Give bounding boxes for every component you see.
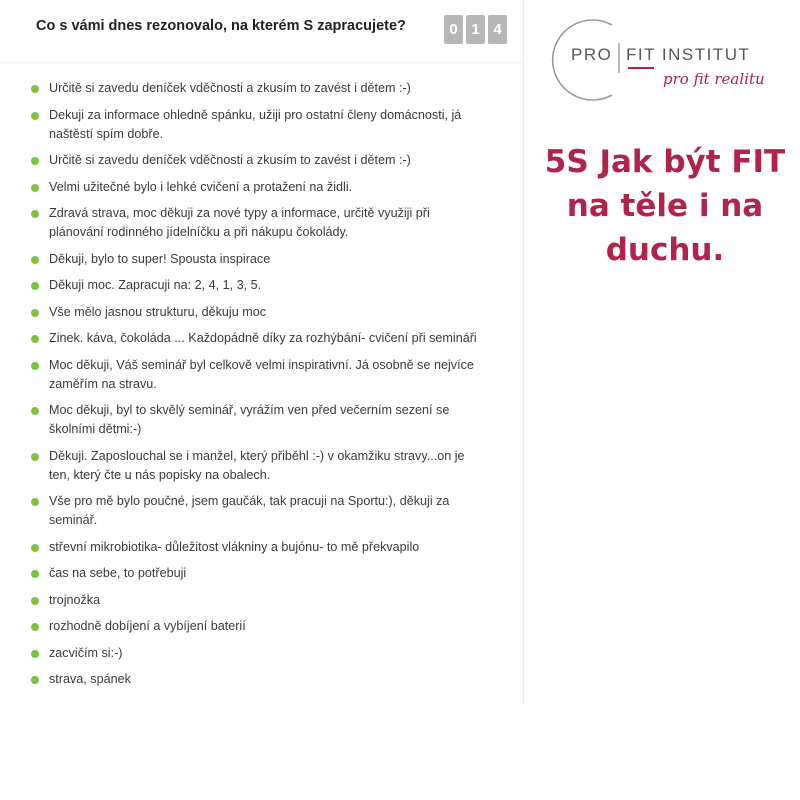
answer-text: Zinek. káva, čokoláda ... Každopádně díky za rozhýbání- cvičení při semináři bbox=[49, 331, 477, 345]
answer-item bbox=[30, 644, 485, 663]
bullet-icon bbox=[31, 157, 39, 165]
answer-item bbox=[30, 447, 485, 485]
answer-item bbox=[30, 276, 485, 295]
bullet-icon bbox=[31, 570, 39, 578]
answer-text: čas na sebe, to potřebuji bbox=[49, 566, 187, 580]
bullet-icon bbox=[31, 407, 39, 415]
logo-fit-institut-text: FIT INSTITUT bbox=[626, 45, 751, 64]
bullet-icon bbox=[31, 544, 39, 552]
seminar-headline: 5S Jak být FIT na těle i na duchu. bbox=[544, 144, 786, 268]
answer-text: Vše mělo jasnou strukturu, děkuju moc bbox=[49, 304, 266, 319]
bullet-icon bbox=[31, 309, 39, 317]
answer-item bbox=[30, 250, 485, 269]
answer-item bbox=[30, 591, 485, 610]
pro-fit-institut-logo bbox=[548, 15, 768, 105]
answer-text: Děkuji. Zaposlouchal se i manžel, který přiběhl :-) v okamžiku stravy...on je ten, který čte u nás popisky na obalech. bbox=[49, 448, 465, 482]
bullet-icon bbox=[31, 597, 39, 605]
counter-digit: 0 bbox=[444, 15, 463, 44]
answer-text: trojnožka bbox=[49, 592, 101, 607]
bullet-icon bbox=[31, 85, 39, 93]
question-header bbox=[0, 0, 523, 63]
answer-item bbox=[30, 538, 485, 557]
answer-item bbox=[30, 178, 485, 197]
counter-digit: 1 bbox=[466, 15, 485, 44]
bullet-icon bbox=[31, 676, 39, 684]
response-counter bbox=[444, 15, 507, 44]
answer-item bbox=[30, 356, 485, 394]
answer-item bbox=[30, 79, 485, 98]
bullet-icon bbox=[31, 453, 39, 461]
answer-item bbox=[30, 564, 485, 583]
answer-item bbox=[30, 492, 485, 530]
answer-item bbox=[30, 204, 485, 242]
question-title: Co s vámi dnes rezonovalo, na kterém S zapracujete? bbox=[36, 18, 406, 34]
answer-text: Děkuji moc. Zapracuji na: 2, 4, 1, 3, 5. bbox=[49, 278, 262, 292]
answer-list bbox=[30, 79, 485, 697]
answer-text: Určitě si zavedu deníček vděčnosti a zkusím to zavést i dětem :-) bbox=[49, 153, 411, 167]
bullet-icon bbox=[31, 335, 39, 343]
answer-text: Moc děkuji, Váš seminář byl celkově velmi inspirativní. Já osobně se nejvíce zaměřím na stravu. bbox=[49, 357, 474, 391]
answer-text: zacvičím si:-) bbox=[49, 645, 123, 660]
answer-item bbox=[30, 401, 485, 439]
answer-text: Velmi užitečné bylo i lehké cvičení a protažení na židli. bbox=[49, 179, 353, 194]
bullet-icon bbox=[31, 282, 39, 290]
bullet-icon bbox=[31, 210, 39, 218]
answer-text: Vše pro mě bylo poučné, jsem gaučák, tak pracuji na Sportu:), děkuji za seminář. bbox=[49, 494, 450, 527]
answer-item bbox=[30, 617, 485, 636]
answer-text: Zdravá strava, moc děkuji za nové typy a informace, určitě využiji při plánování rodinného jídelníčku a při nákupu čokolády. bbox=[49, 206, 430, 239]
bullet-icon bbox=[31, 184, 39, 192]
answer-text: Moc děkuji, byl to skvělý seminář, vyrážím ven před večerním sezení se školními dětmi:-) bbox=[49, 403, 450, 436]
answer-item bbox=[30, 670, 485, 689]
logo-pro-text: PRO bbox=[571, 45, 613, 64]
answer-text: Děkuji, bylo to super! Spousta inspirace bbox=[49, 251, 271, 266]
logo-underline bbox=[628, 67, 654, 69]
answer-text: Dekuji za informace ohledně spánku, užiji pro ostatní členy domácnosti, já naštěstí spím dobře. bbox=[49, 107, 462, 141]
bullet-icon bbox=[31, 362, 39, 370]
answer-item bbox=[30, 329, 485, 348]
answer-text: střevní mikrobiotika- důležitost vlákniny a bujónu- to mě překvapilo bbox=[49, 539, 420, 554]
bullet-icon bbox=[31, 650, 39, 658]
answer-text: rozhodně dobíjení a vybíjení baterií bbox=[49, 619, 246, 633]
bullet-icon bbox=[31, 498, 39, 506]
counter-digit: 4 bbox=[488, 15, 507, 44]
bullet-icon bbox=[31, 112, 39, 120]
bullet-icon bbox=[31, 256, 39, 264]
answer-item bbox=[30, 106, 485, 144]
bullet-icon bbox=[31, 623, 39, 631]
answer-text: strava, spánek bbox=[49, 672, 131, 686]
answer-text: Určitě si zavedu deníček vděčnosti a zkusím to zavést i dětem :-) bbox=[49, 81, 411, 95]
answer-item bbox=[30, 151, 485, 170]
logo-tagline: pro fit realitu bbox=[663, 70, 765, 88]
answer-item bbox=[30, 303, 485, 322]
